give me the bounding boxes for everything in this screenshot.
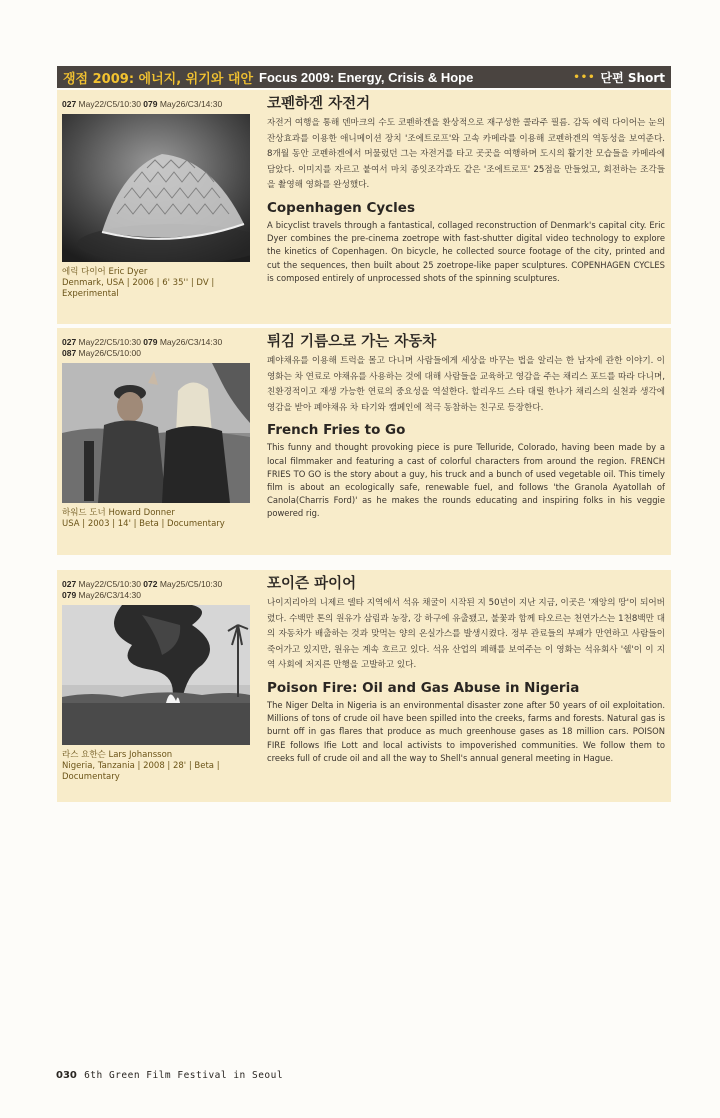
film-info-column (62, 328, 250, 530)
film-genre: Documentary (62, 772, 120, 782)
screening-schedule (62, 579, 250, 601)
category-label: 단편 Short (600, 70, 665, 85)
page-number: 030 (56, 1070, 77, 1081)
section-header (57, 66, 671, 88)
film-metadata: Denmark, USA | 2006 | 6' 35'' | DV | (62, 278, 215, 288)
page-footer (56, 1070, 283, 1081)
festival-name: 6th Green Film Festival in Seoul (84, 1070, 284, 1081)
director-credit (62, 750, 250, 783)
film-still-portrait (62, 363, 250, 503)
film-title-korean: 코펜하겐 자전거 (267, 96, 371, 112)
screening-code: 027 (62, 337, 77, 347)
screening-time: May22/C5/10:30 (76, 579, 144, 589)
film-entry-french-fries-to-go (57, 328, 671, 555)
director-credit (62, 267, 250, 300)
synopsis-korean: 폐야채유를 이용해 트럭을 몰고 다니며 사람들에게 세상을 바꾸는 법을 알리는 한 남자에 관한 이야기. 이 영화는 차 연료로 야채유를 사용하는 것에 대해 사람들을 교육하고 영감을 주는 채리스 포드를 따라 다니며, 친환경적이고 재생 가능한 연료의 중요성을 역설한다. 할리우드 스타 대릴 한나가 채리스의 실천과 생각에 영감을 받아 폐야채유 차 타기와 캠페인에 적극 동참하는 친구로 등장한다. (267, 356, 665, 413)
synopsis-english: A bicyclist travels through a fantastical, collaged reconstruction of Denmark's capital city. Eric Dyer combines the pre-cinema zoetrope with fast-shutter digital video technology to explore the kinetics of Copenhagen. On bicycle, he collected source footage of the city, printed and cut the sequences, then built about 25 zoetrope-like paper sculptures. COPENHAGEN CYCLES is composed entirely of unprocessed shots of the spinning sculptures. (267, 219, 665, 283)
director-credit (62, 508, 250, 530)
film-entry-poison-fire (57, 570, 671, 802)
film-still-zoetrope (62, 114, 250, 262)
screening-time: May22/C5/10:30 (76, 337, 144, 347)
film-info-column (62, 90, 250, 300)
screening-time: May26/C3/14:30 (76, 590, 141, 600)
film-entry-copenhagen-cycles (57, 90, 671, 324)
screening-time: May22/C5/10:30 (76, 99, 144, 109)
film-metadata: USA | 2003 | 14' | Beta | Documentary (62, 519, 225, 529)
screening-time: May26/C5/10:00 (76, 348, 141, 358)
film-title-english: Copenhagen Cycles (267, 199, 415, 216)
screening-code: 079 (143, 337, 158, 347)
section-category (573, 69, 665, 86)
screening-schedule (62, 99, 250, 110)
screening-code: 087 (62, 348, 77, 358)
film-description-column (267, 90, 665, 285)
film-description-column (267, 570, 665, 765)
screening-code: 079 (62, 590, 77, 600)
film-title-korean: 튀김 기름으로 가는 자동차 (267, 334, 437, 350)
screening-time: May25/C5/10:30 (157, 579, 223, 589)
film-description-column (267, 328, 665, 521)
synopsis-english: This funny and thought provoking piece is pure Telluride, Colorado, having been made by a local filmmaker and featuring a cast of colorful characters from around the region. FRENCH FRIES TO GO is the story about a guy, his truck and a bunch of used vegetable oil. This timely film is about an ecologically safe, renewable fuel, and follows 'the Granola Ayatollah of Canola(Charris Ford)' as he makes the rounds educating and inspiring folks in his veggie powered rig. (267, 442, 665, 519)
director-name: 라스 요한슨 Lars Johansson (62, 750, 173, 760)
screening-code: 027 (62, 99, 77, 109)
film-still-gas-flare (62, 605, 250, 745)
film-metadata: Nigeria, Tanzania | 2008 | 28' | Beta | (62, 761, 220, 771)
screening-code: 072 (143, 579, 158, 589)
screening-time: May26/C3/14:30 (157, 99, 223, 109)
director-name: 하워드 도너 Howard Donner (62, 508, 175, 518)
synopsis-korean: 나이지리아의 니제르 델타 지역에서 석유 채굴이 시작된 지 50년이 지난 지금, 이곳은 '재앙의 땅'이 되어버렸다. 수백만 톤의 원유가 삼림과 농장, 강 하구에 유출됐고, 불꽃과 함께 타오르는 천연가스는 1천8백만 대의 자동차가 배출하는 것과 맞먹는 양의 온실가스를 발생시켰다. 정부 관료들의 부패가 만연하고 사람들이 죽어가고 있지만, 원유는 계속 흐르고 있다. 석유 산업의 폐해를 보여주는 이 영화는 석유회사 '쉘'이 이 지역 사회에 저지른 만행을 고발하고 있다. (267, 598, 665, 671)
dots-icon: ••• (573, 71, 596, 83)
film-info-column (62, 570, 250, 783)
screening-code: 079 (143, 99, 158, 109)
section-title-korean: 쟁점 2009: 에너지, 위기와 대안 (63, 71, 254, 87)
section-title-english: Focus 2009: Energy, Crisis & Hope (259, 69, 474, 85)
film-title-korean: 포이즌 파이어 (267, 576, 357, 592)
director-name: 에릭 다이어 Eric Dyer (62, 267, 148, 277)
film-title-english: French Fries to Go (267, 422, 406, 439)
screening-code: 027 (62, 579, 77, 589)
screening-schedule (62, 337, 250, 359)
synopsis-korean: 자전거 여행을 통해 덴마크의 수도 코펜하겐을 환상적으로 재구성한 콜라주 필름. 감독 에릭 다이어는 눈의 잔상효과를 이용한 애니메이션 장치 '조에트로프'와 고속 카메라를 이용해 코펜하겐의 역동성을 보여준다. 8개월 동안 코펜하겐에서 머물렀던 그는 자전거를 타고 곳곳을 여행하며 도시의 활기찬 모습들을 카메라에 담았다. 이미지를 자르고 붙여서 마치 종잇조각과도 같은 '조에트로프' 25점을 만들었고, 회전하는 조각들을 촬영해 영화를 완성했다. (267, 118, 665, 191)
screening-time: May26/C3/14:30 (157, 337, 223, 347)
synopsis-english: The Niger Delta in Nigeria is an environmental disaster zone after 50 years of oil exploitation. Millions of tons of crude oil have been spilled into the creeks, farms and forests. Natural gas is burnt off in gas flares that produce as much greenhouse gases as 18 million cars. POISON FIRE follows Ifie Lott and local activists to impoverished communities. We follow them to creeks full of crude oil and all the way to Shell's annual general meeting in Hague. (267, 699, 665, 763)
film-title-english: Poison Fire: Oil and Gas Abuse in Nigeria (267, 679, 580, 696)
film-genre: Experimental (62, 289, 119, 299)
